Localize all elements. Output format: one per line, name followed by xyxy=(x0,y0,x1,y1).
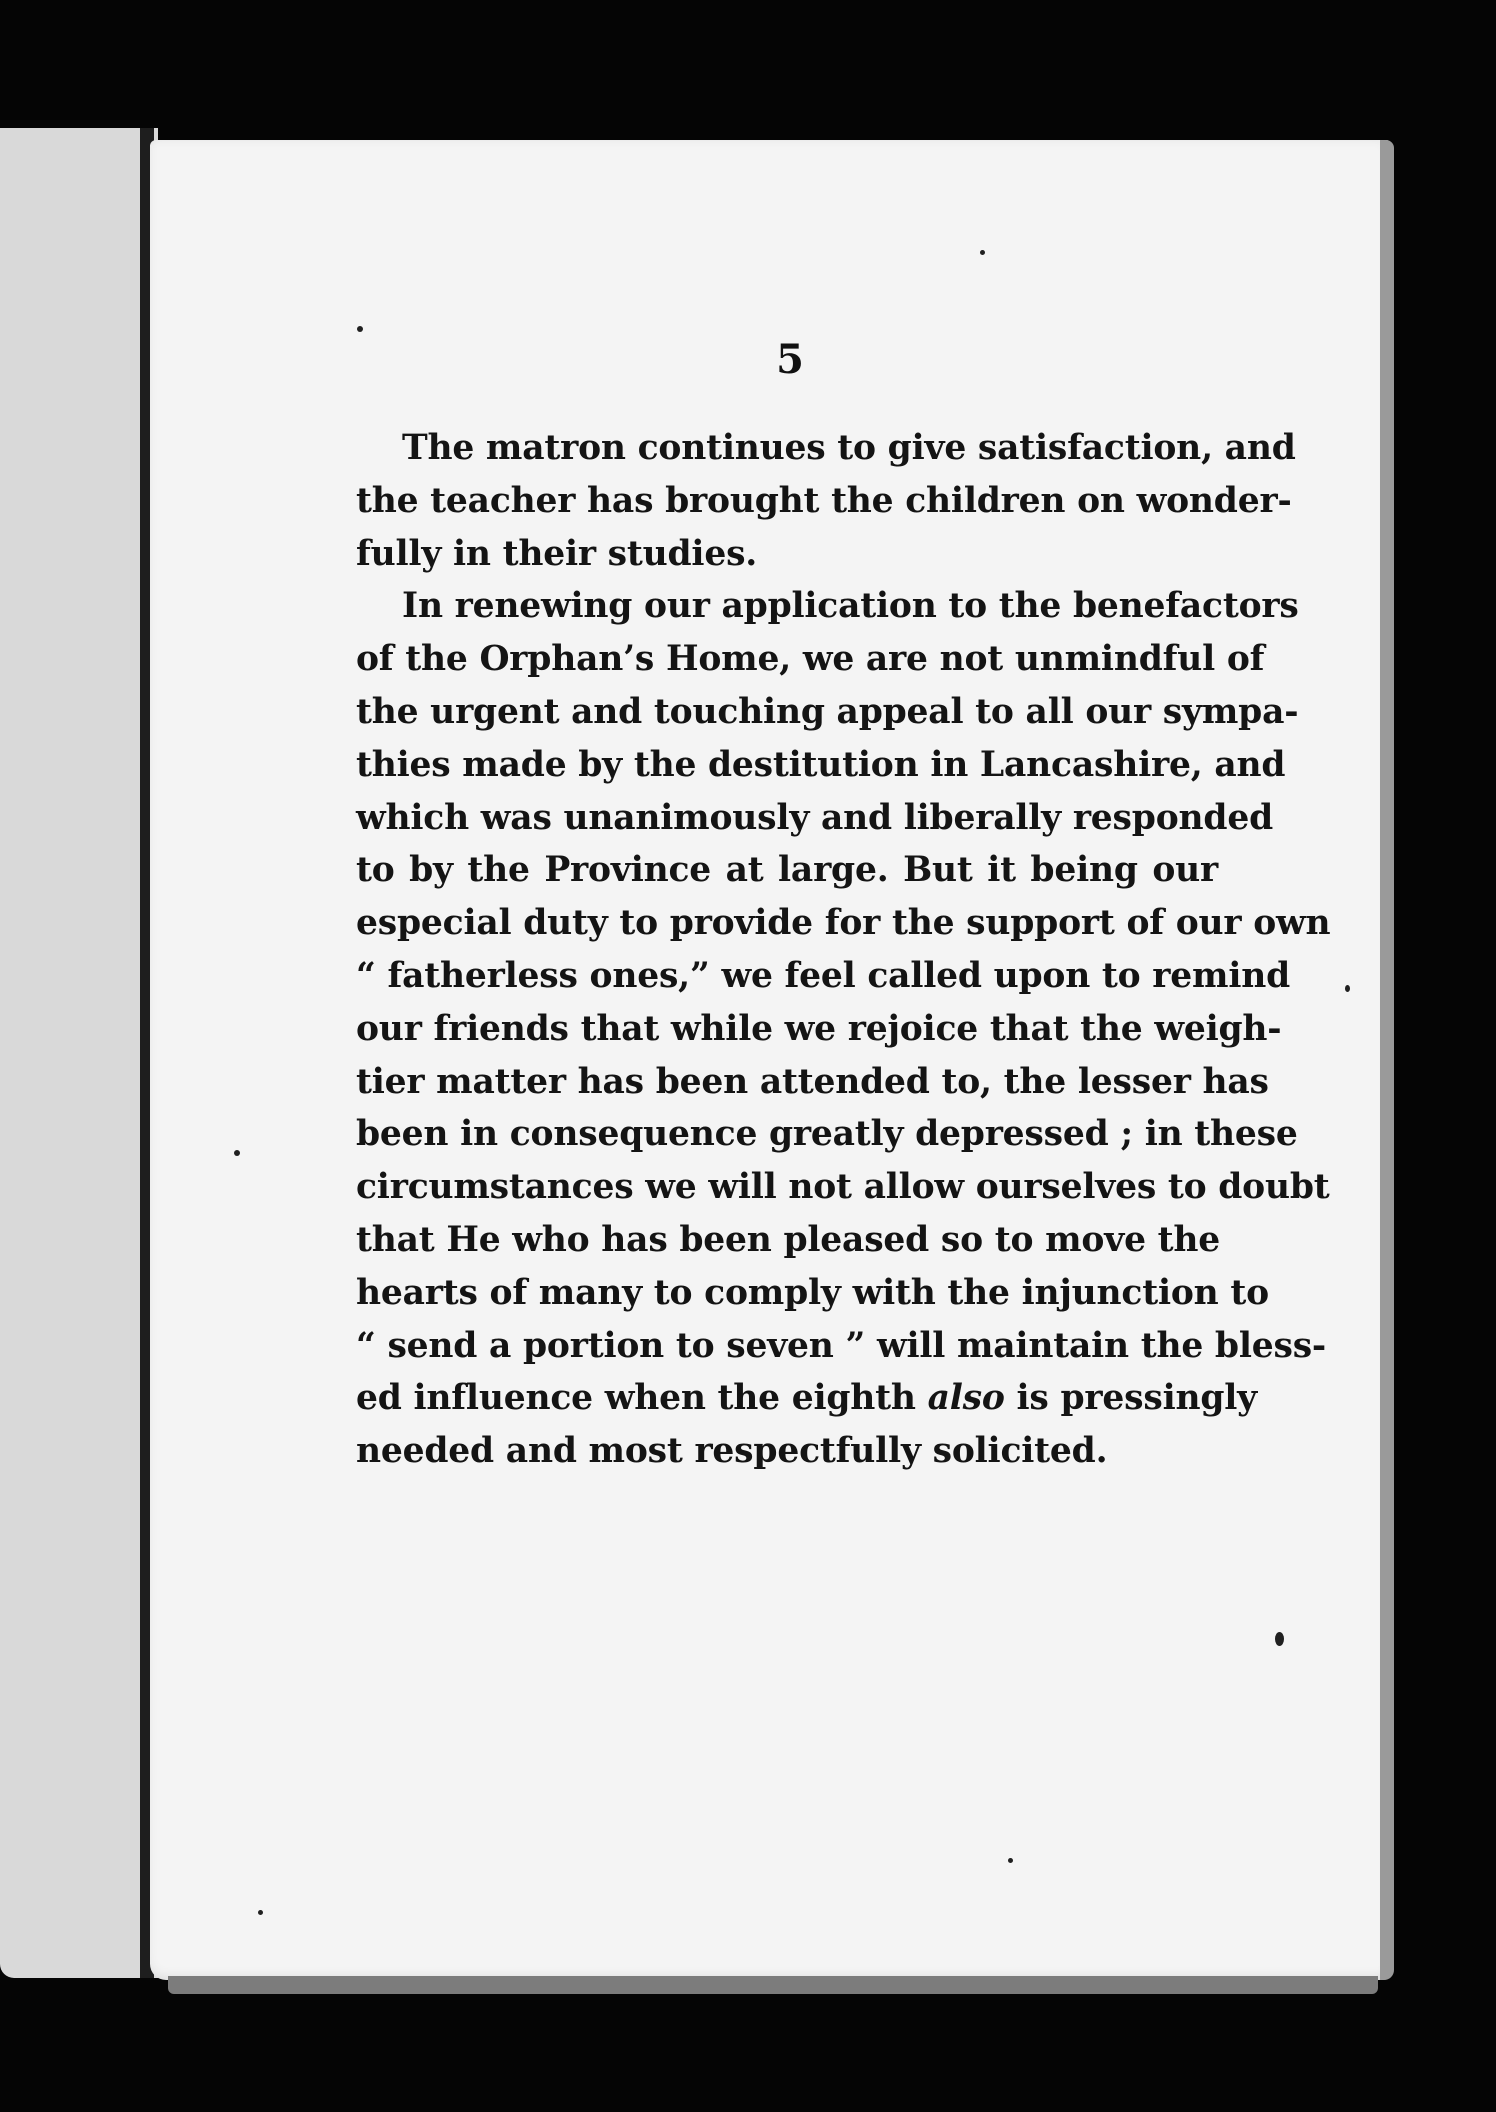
scan-speck xyxy=(258,1910,263,1915)
scan-speck xyxy=(234,1150,240,1156)
text-line: our friends that while we rejoice that the weigh- xyxy=(356,1008,1282,1049)
facing-page-edge xyxy=(0,128,158,1978)
text-line: to by the Province at large. But it being our xyxy=(356,850,1218,891)
scan-speck xyxy=(980,250,985,255)
text-line: The matron continues to give satisfaction, and xyxy=(402,428,1296,468)
italic-word: also xyxy=(927,1378,1005,1419)
scan-speck xyxy=(1275,1632,1284,1646)
text-line: tier matter has been attended to, the lesser has xyxy=(356,1061,1269,1102)
text-line: “ fatherless ones,” we feel called upon to remind xyxy=(356,955,1291,996)
scan-speck xyxy=(357,326,363,332)
body-text xyxy=(356,422,1331,1478)
text-line: the urgent and touching appeal to all our sympa- xyxy=(356,691,1299,732)
text-line: fully in their studies. xyxy=(356,533,758,574)
scan-speck xyxy=(1345,985,1350,992)
text-line-with-italic xyxy=(356,1372,1258,1425)
page-number: 5 xyxy=(776,336,804,383)
text-line: hearts of many to comply with the injunction to xyxy=(356,1272,1269,1313)
text-segment: ed influence when the eighth xyxy=(356,1378,928,1419)
page-bottom-edge xyxy=(168,1976,1378,1994)
scan-speck xyxy=(1008,1858,1013,1863)
text-segment: is pressingly xyxy=(1004,1378,1258,1419)
text-line: which was unanimously and liberally responded xyxy=(356,797,1273,838)
text-line: especial duty to provide for the support of our own xyxy=(356,903,1331,944)
page-right-edge xyxy=(1380,140,1394,1980)
text-line: circumstances we will not allow ourselves to doubt xyxy=(356,1167,1330,1208)
text-line: needed and most respectfully solicited. xyxy=(356,1431,1108,1472)
text-line: that He who has been pleased so to move the xyxy=(356,1219,1221,1260)
text-line: been in consequence greatly depressed ; in these xyxy=(356,1114,1298,1155)
text-line: the teacher has brought the children on wonder- xyxy=(356,480,1292,521)
text-line: In renewing our application to the benefactors xyxy=(402,586,1299,627)
text-line: “ send a portion to seven ” will maintain the bless- xyxy=(356,1325,1327,1366)
text-line: of the Orphan’s Home, we are not unmindful of xyxy=(356,639,1265,680)
text-line: thies made by the destitution in Lancashire, and xyxy=(356,744,1286,785)
